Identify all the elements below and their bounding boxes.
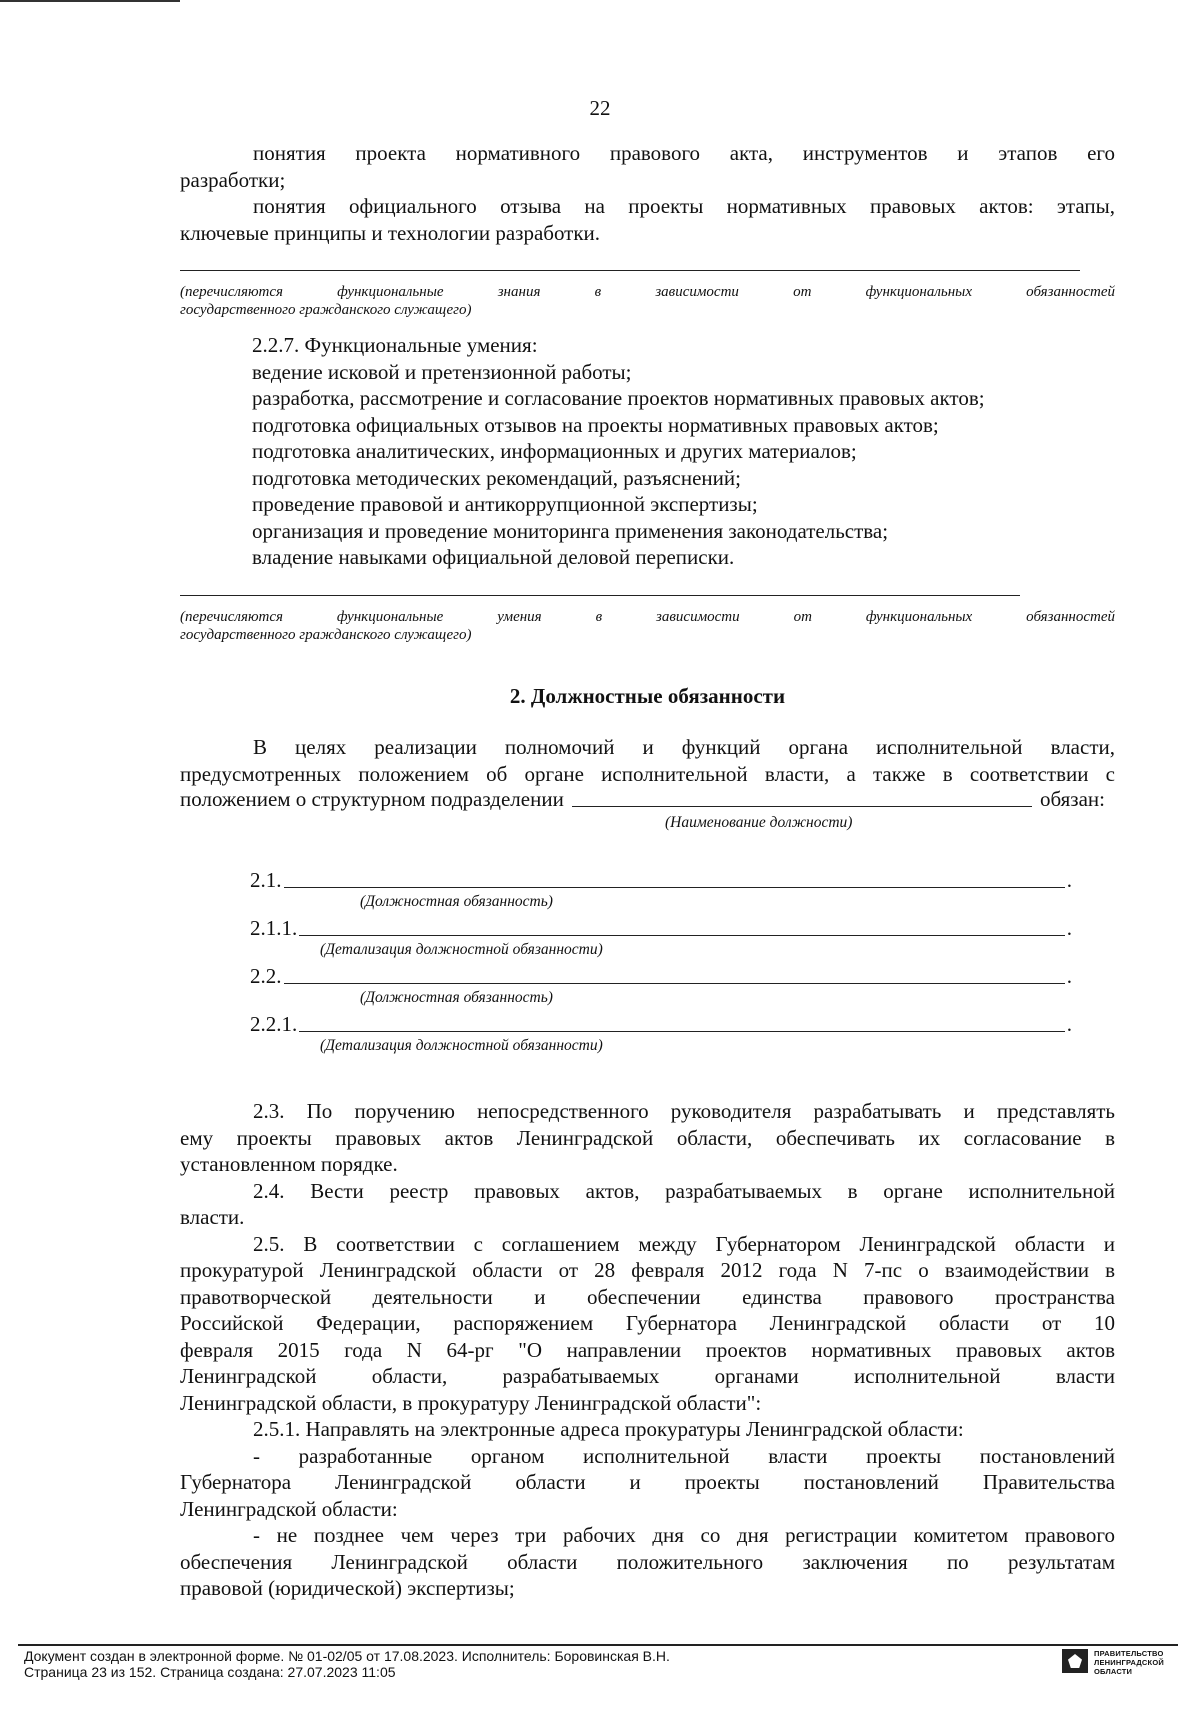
logo-text bbox=[1094, 1649, 1164, 1676]
blank-duty-list bbox=[250, 868, 1072, 1055]
skills-title: 2.2.7. Функциональные умения: bbox=[252, 333, 538, 357]
p24-line: власти. bbox=[180, 1205, 245, 1229]
p251-line: обеспечения Ленинградской области положительного заключения по результатам bbox=[180, 1549, 1115, 1574]
logo-text-line: ОБЛАСТИ bbox=[1094, 1667, 1133, 1676]
skill-item: ведение исковой и претензионной работы; bbox=[252, 359, 632, 384]
blank-duty-row: 2.1. . bbox=[250, 868, 1072, 892]
blank-duty-line[interactable] bbox=[299, 1031, 1065, 1032]
p23-line: ему проекты правовых актов Ленинградской области, обеспечивать их согласование в bbox=[180, 1125, 1115, 1150]
skill-item: организация и проведение мониторинга применения законодательства; bbox=[252, 518, 889, 543]
p25-line: 2.5. В соответствии с соглашением между Губернатором Ленинградской области и bbox=[253, 1231, 1115, 1256]
skill-item: проведение правовой и антикоррупционной экспертизы; bbox=[252, 492, 758, 516]
top-rule bbox=[0, 0, 180, 2]
logo-text-line: ПРАВИТЕЛЬСТВО bbox=[1094, 1649, 1164, 1658]
footer-rule bbox=[18, 1644, 1178, 1646]
intro-line: понятия проекта нормативного правового акта, инструментов и этапов его bbox=[253, 141, 1115, 165]
blank-duty-label: 2.1. bbox=[250, 868, 282, 892]
blank-duty-label: 2.1.1. bbox=[250, 916, 298, 940]
p251-line: - разработанные органом исполнительной власти проекты постановлений bbox=[253, 1443, 1115, 1468]
p25-line: прокуратурой Ленинградской области от 28 февраля 2012 года N 7-пс о взаимодействии в bbox=[180, 1258, 1115, 1282]
government-logo bbox=[1062, 1649, 1164, 1676]
p251-title: 2.5.1. Направлять на электронные адреса прокуратуры Ленинградской области: bbox=[253, 1417, 964, 1441]
note-knowledge bbox=[180, 283, 1115, 319]
intro-text bbox=[180, 140, 1115, 246]
p25-line: Российской Федерации, распоряжением Губернатора Ленинградской области от 10 bbox=[180, 1311, 1115, 1335]
p23-line: установленном порядке. bbox=[180, 1152, 398, 1176]
functional-skills bbox=[180, 332, 1115, 571]
logo-text-line: ЛЕНИНГРАДСКОЙ bbox=[1094, 1658, 1164, 1667]
p23-line: 2.3. По поручению непосредственного руководителя разрабатывать и представлять bbox=[253, 1099, 1115, 1123]
skill-item: подготовка методических рекомендаций, разъяснений; bbox=[252, 465, 741, 490]
note-skills bbox=[180, 608, 1115, 644]
blank-duty-caption: (Детализация должностной обязанности) bbox=[320, 1037, 603, 1054]
blank-duty-caption: (Должностная обязанность) bbox=[360, 893, 553, 910]
blank-duty-line[interactable] bbox=[284, 983, 1065, 984]
blank-duty-line[interactable] bbox=[299, 935, 1065, 936]
footer-line: Страница 23 из 152. Страница создана: 27.07.2023 11:05 bbox=[24, 1664, 396, 1680]
p25-line: правотворческой деятельности и обеспечении единства правового пространства bbox=[180, 1284, 1115, 1309]
section-heading: 2. Должностные обязанности bbox=[509, 684, 786, 708]
blank-duty-label: 2.2.1. bbox=[250, 1012, 298, 1036]
note-line: государственного гражданского служащего) bbox=[180, 302, 472, 318]
blank-duty-caption: (Детализация должностной обязанности) bbox=[320, 941, 603, 958]
intro-line: разработки; bbox=[180, 167, 286, 192]
coat-of-arms-icon bbox=[1062, 1649, 1088, 1673]
p251-line: Ленинградской области: bbox=[180, 1496, 398, 1521]
p251-line: правовой (юридической) экспертизы; bbox=[180, 1576, 515, 1600]
duties-line: предусмотренных положением об органе исполнительной власти, а также в соответствии с bbox=[180, 761, 1115, 786]
footer-line: Документ создан в электронной форме. № 01-02/05 от 17.08.2023. Исполнитель: Боровинская В.Н. bbox=[24, 1648, 670, 1664]
p25-line: февраля 2015 года N 64-рг "О направлении проектов нормативных правовых актов bbox=[180, 1337, 1115, 1362]
duties-line-prefix: положением о структурном подразделении bbox=[180, 787, 564, 811]
duties-line-with-blank bbox=[180, 787, 1115, 812]
fill-line-2 bbox=[180, 595, 1020, 596]
p25-line: Ленинградской области, в прокуратуру Ленинградской области": bbox=[180, 1390, 762, 1415]
duties-line: В целях реализации полномочий и функций органа исполнительной власти, bbox=[253, 735, 1115, 759]
blank-duty-caption: (Должностная обязанность) bbox=[360, 989, 553, 1006]
duties-intro bbox=[180, 734, 1115, 832]
duties-line-suffix: обязан: bbox=[1039, 787, 1105, 811]
note-line: государственного гражданского служащего) bbox=[180, 627, 472, 643]
blank-duty-row: 2.2.1. . bbox=[250, 1012, 1072, 1036]
intro-line: ключевые принципы и технологии разработки. bbox=[180, 220, 601, 245]
note-line: (перечисляются функциональные умения в зависимости от функциональных обязанностей bbox=[180, 609, 1115, 625]
position-name-caption: (Наименование должности) bbox=[665, 814, 853, 831]
position-name-blank[interactable] bbox=[572, 806, 1032, 807]
blank-duty-row: 2.1.1. . bbox=[250, 916, 1072, 940]
skill-item: владение навыками официальной деловой переписки. bbox=[252, 545, 735, 569]
footer bbox=[24, 1648, 670, 1680]
blank-duty-row: 2.2. . bbox=[250, 964, 1072, 988]
p251-line: Губернатора Ленинградской области и проекты постановлений Правительства bbox=[180, 1470, 1115, 1494]
skill-item: разработка, рассмотрение и согласование проектов нормативных правовых актов; bbox=[252, 386, 985, 410]
note-line: (перечисляются функциональные знания в зависимости от функциональных обязанностей bbox=[180, 284, 1115, 300]
skill-item: подготовка аналитических, информационных и других материалов; bbox=[252, 439, 857, 463]
fill-line-1 bbox=[180, 270, 1080, 271]
duties-body bbox=[180, 1098, 1115, 1602]
p24-line: 2.4. Вести реестр правовых актов, разрабатываемых в органе исполнительной bbox=[253, 1178, 1115, 1203]
intro-line: понятия официального отзыва на проекты нормативных правовых актов: этапы, bbox=[253, 194, 1115, 218]
section-heading-wrap bbox=[180, 684, 1115, 709]
p25-line: Ленинградской области, разрабатываемых органами исполнительной власти bbox=[180, 1364, 1115, 1388]
blank-duty-label: 2.2. bbox=[250, 964, 282, 988]
p251-line: - не позднее чем через три рабочих дня со дня регистрации комитетом правового bbox=[253, 1523, 1115, 1547]
skill-item: подготовка официальных отзывов на проекты нормативных правовых актов; bbox=[252, 412, 939, 437]
page-number: 22 bbox=[589, 96, 611, 120]
blank-duty-line[interactable] bbox=[284, 887, 1065, 888]
